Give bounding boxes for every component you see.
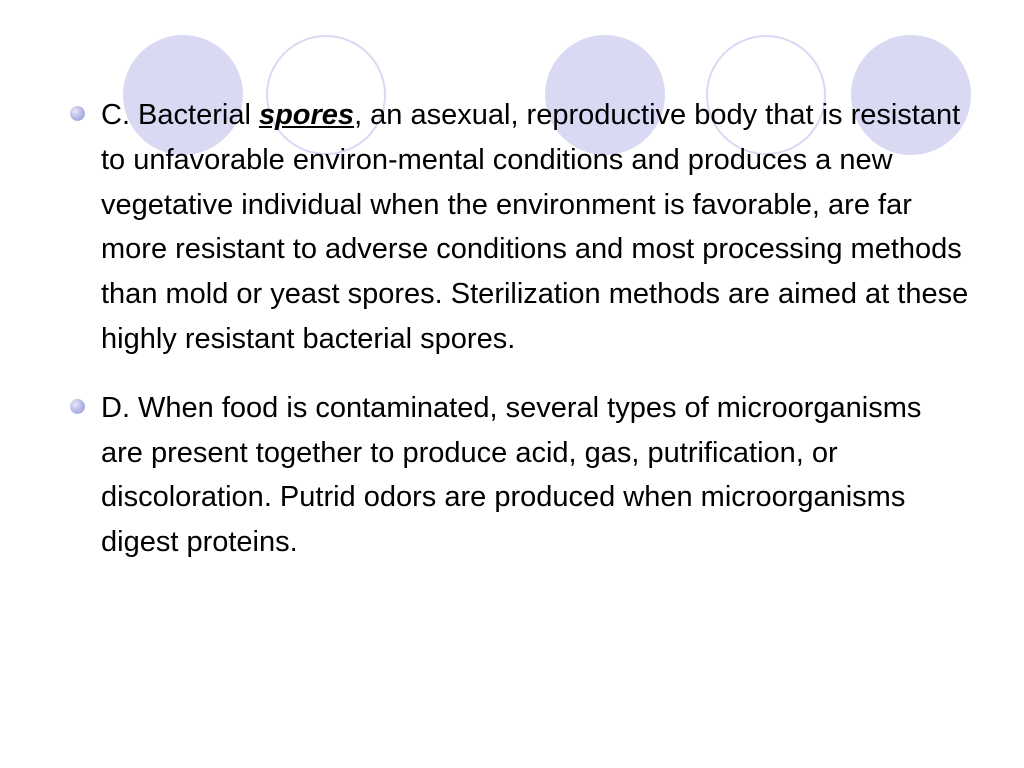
slide-body [70,93,970,589]
emphasized-term: spores [258,99,355,131]
bullet-item-bacterial-spores [70,93,970,362]
circle-bullet-icon [70,399,85,414]
bullet-text-suffix: , an asexual, reproductive body that is resistant to unfavorable environ-mental conditions and produces a new vegetative individual when the environment is favorable, are far more resistant to adverse conditions and most processing methods than mold or yeast spores. Sterilization methods are aimed at these highly resistant bacterial spores. [101,99,969,355]
bullet-text: D. When food is contaminated, several types of microorganisms are present together to produce acid, gas, putrification, or discoloration. Putrid odors are produced when microorganisms digest proteins. [101,391,922,559]
circle-bullet-icon [70,106,85,121]
bullet-item-contamination [70,386,970,565]
bullet-text-prefix: C. Bacterial [101,99,259,131]
